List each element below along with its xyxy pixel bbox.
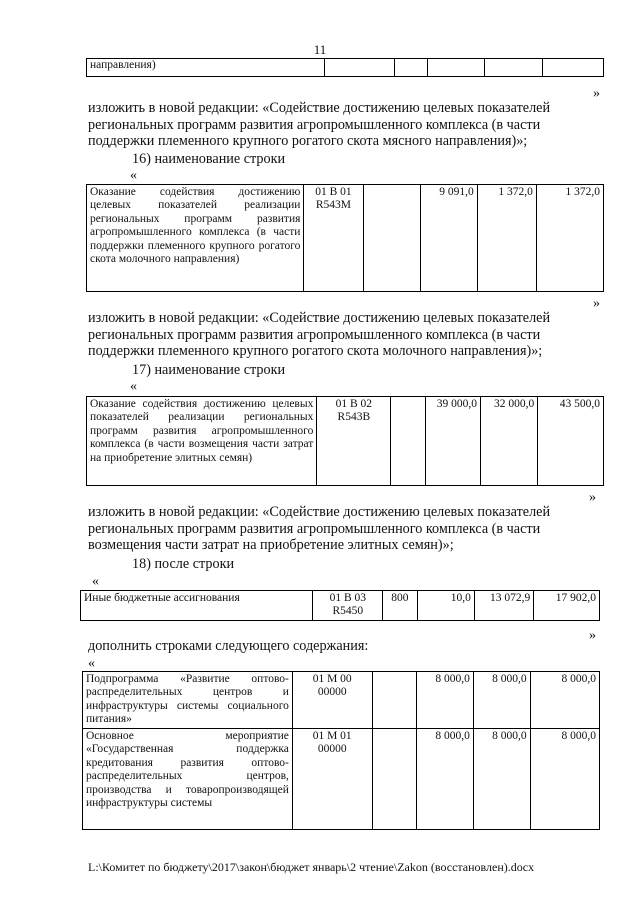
budget-table-4	[82, 671, 600, 830]
table-cell-vr	[391, 397, 425, 486]
table-cell-code: 01 М 01 00000	[292, 729, 372, 830]
table-cell-value: 8 000,0	[473, 729, 530, 830]
open-quote: «	[92, 574, 99, 589]
close-quote: »	[593, 296, 600, 311]
supplement-text: дополнить строками следующего содержания:	[88, 638, 369, 654]
item-17: 17) наименование строки	[132, 362, 286, 378]
close-quote: »	[589, 490, 596, 505]
table-cell-value: 1 372,0	[536, 185, 603, 292]
budget-table-2	[86, 396, 604, 486]
table-cell-value: 13 072,9	[474, 591, 533, 621]
table-cell-value: 1 372,0	[477, 185, 536, 292]
table-cell-value: 39 000,0	[425, 397, 480, 486]
open-quote: «	[88, 656, 95, 671]
table-cell-vr: 800	[383, 591, 417, 621]
paragraph-17: изложить в новой редакции: «Содействие достижению целевых показателей региональных программ развития агропромышленного комплекса (в части поддержки племенного крупного рогатого скота молочного направления)»;	[88, 310, 551, 360]
table-row	[81, 591, 600, 621]
table-cell-value: 8 000,0	[416, 672, 473, 729]
table-cell-code: 01 В 01 R543М	[304, 185, 363, 292]
table-cell-vr	[372, 672, 416, 729]
file-path-footer: L:\Комитет по бюджету\2017\закон\бюджет январь\2 чтение\Zakon (восстановлен).docx	[88, 860, 535, 874]
open-quote: «	[130, 168, 137, 183]
table-cell-value: 32 000,0	[480, 397, 537, 486]
table-cell-code: 01 В 02 R543В	[317, 397, 391, 486]
close-quote: »	[593, 86, 600, 101]
budget-table-1	[86, 184, 604, 292]
table-cell-name: Оказание содействия достижению целевых показателей реализации региональных программ развития агропромышленного комплекса (в части возмещения части затрат на приобретение элитных семян)	[87, 397, 317, 486]
open-quote: «	[130, 379, 137, 394]
table-row	[87, 185, 604, 292]
paragraph-16: изложить в новой редакции: «Содействие достижению целевых показателей региональных программ развития агропромышленного комплекса (в части поддержки племенного крупного рогатого скота мясного направления)»;	[88, 100, 551, 150]
table-fragment-top	[86, 58, 604, 77]
table-row	[83, 672, 600, 729]
table-cell-value: 10,0	[417, 591, 474, 621]
table-cell-code: 01 М 00 00000	[292, 672, 372, 729]
table-cell-vr	[363, 185, 420, 292]
table-cell-code: 01 В 03 R5450	[313, 591, 383, 621]
table-cell-name: Оказание содействия достижению целевых показателей реализации региональных программ развития агропромышленного комплекса (в части поддержки племенного крупного рогатого скота молочного направления)	[87, 185, 304, 292]
table-cell-value: 8 000,0	[530, 672, 599, 729]
paragraph-18: изложить в новой редакции: «Содействие достижению целевых показателей региональных программ развития агропромышленного комплекса (в части возмещения части затрат на приобретение элитных семян)»;	[88, 504, 551, 554]
table-cell-name: направления)	[87, 59, 325, 77]
table-cell-name: Подпрограмма «Развитие оптово-распределительных центров и инфраструктуры системы социального питания»	[83, 672, 293, 729]
table-cell-vr	[372, 729, 416, 830]
table-cell-value: 8 000,0	[416, 729, 473, 830]
table-cell-value: 9 091,0	[420, 185, 477, 292]
table-cell-name: Основное мероприятие «Государственная поддержка кредитования развития оптово-распределительных центров, производства и товаропроизводящей инфраструктуры системы	[83, 729, 293, 830]
item-18: 18) после строки	[132, 556, 235, 572]
table-row	[87, 397, 604, 486]
table-cell-value: 17 902,0	[534, 591, 600, 621]
budget-table-3	[80, 590, 600, 621]
close-quote: »	[589, 628, 596, 643]
table-cell-value: 43 500,0	[538, 397, 604, 486]
table-row	[83, 729, 600, 830]
item-16: 16) наименование строки	[132, 151, 286, 167]
table-cell-value: 8 000,0	[530, 729, 599, 830]
page-number: 11	[313, 42, 327, 57]
table-cell-value: 8 000,0	[473, 672, 530, 729]
table-cell-name: Иные бюджетные ассигнования	[81, 591, 313, 621]
